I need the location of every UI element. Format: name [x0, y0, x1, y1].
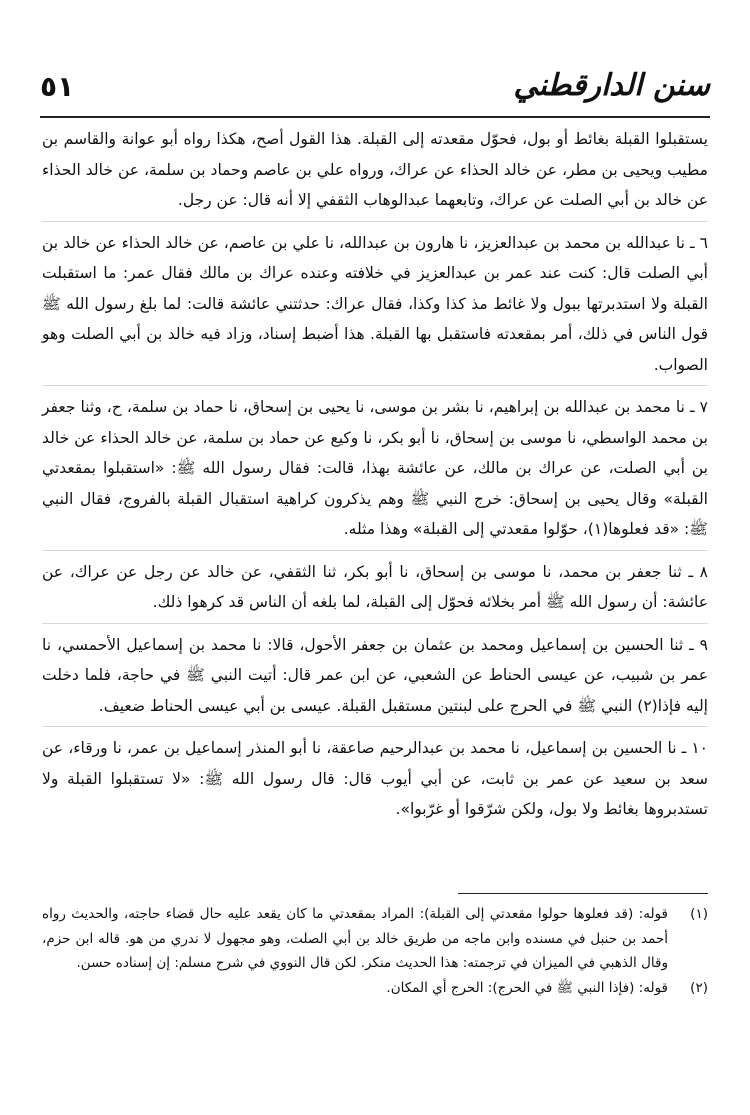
divider: [42, 623, 708, 624]
book-title: سنن الدارقطني: [513, 68, 710, 103]
footnotes: [42, 902, 708, 1000]
page-header: [40, 68, 710, 120]
footnote-text: قوله: (فإذا النبي ﷺ في الحرج): الحرج أي المكان.: [386, 979, 668, 996]
footnote-number: (٢): [690, 979, 708, 996]
divider: [42, 726, 708, 727]
header-rule: [40, 116, 710, 118]
footnote: [42, 902, 708, 976]
divider: [42, 550, 708, 551]
page-number: ٥١: [40, 70, 75, 103]
paragraph: يستقبلوا القبلة بغائط أو بول، فحوّل مقعدته إلى القبلة. هذا القول أصح، هكذا رواه أبو عوانة والقاسم بن مطيب ويحيى بن مطر، عن خالد الحذاء عن عراك، ورواه علي بن عاصم وحماد بن سلمة، عن خالد الحذاء عن خالد بن أبي الصلت عن عراك، وتابعهما عبدالوهاب الثقفي إلا أنه قال: عن رجل.: [42, 130, 708, 209]
divider: [42, 221, 708, 222]
hadith-8: ٨ ـ ثنا جعفر بن محمد، نا موسى بن إسحاق، نا أبو بكر، ثنا الثقفي، عن خالد عن رجل عن عراك، عن عائشة: أن رسول الله ﷺ أمر بخلائه فحوّل إلى القبلة، لما بلغه أن الناس قد كرهوا ذلك.: [42, 562, 708, 611]
hadith-10: ١٠ ـ نا الحسين بن إسماعيل، نا محمد بن عبدالرحيم صاعقة، نا أبو المنذر إسماعيل بن عمر، نا ورقاء، عن سعد بن سعيد عن عمر بن ثابت، عن أبي أيوب قال: قال رسول الله ﷺ: «لا تستقبلوا القبلة ولا تستدبروها بغائط ولا بول، ولكن شرّقوا أو غرّبوا».: [42, 739, 708, 818]
hadith-7: ٧ ـ نا محمد بن عبدالله بن إبراهيم، نا بشر بن موسى، نا يحيى بن إسحاق، نا حماد بن سلمة، ح، وثنا جعفر بن محمد الواسطي، نا موسى بن إسحاق، نا أبو بكر، نا وكيع عن حماد بن سلمة، عن خالد الحذاء عن خالد بن أبي الصلت، عن عراك بن مالك، عن عائشة بهذا، قالت: فقال رسول الله ﷺ: «استقبلوا بمقعدتي القبلة» وقال يحيى بن إسحاق: خرج النبي ﷺ وهم يذكرون كراهية استقبال القبلة بالفروج، فقال النبي ﷺ: «قد فعلوها(١)، حوّلوا مقعدتي إلى القبلة» وهذا مثله.: [42, 398, 708, 538]
footnote-number: (١): [690, 906, 708, 922]
hadith-6: ٦ ـ نا عبدالله بن محمد بن عبدالعزيز، نا هارون بن عبدالله، نا علي بن عاصم، عن خالد الحذاء عن خالد بن أبي الصلت قال: كنت عند عمر بن عبدالعزيز في خلافته وعنده عراك بن مالك فقال عمر: ما استقبلت القبلة ولا استدبرتها ببول ولا غائط مذ كذا وكذا، فقال عراك: حدثتني عائشة قالت: لما بلغ رسول الله ﷺ قول الناس في ذلك، أمر بمقعدته فاستقبل بها القبلة. هذا أضبط إسناد، وزاد فيه خالد بن أبي الصلت وهو الصواب.: [42, 233, 708, 374]
divider: [42, 385, 708, 386]
footnote: [42, 976, 708, 1001]
footnote-rule: [458, 893, 708, 894]
footnote-text: قوله: (قد فعلوها حولوا مقعدتي إلى القبلة): المراد بمقعدتي ما كان يقعد عليه حال قضاء حاجته، والحديث رواه أحمد بن حنبل في مسنده وابن ماجه من طريق خالد بن أبي الصلت، وهو مجهول لا ندري من هو. قاله ابن حزم، وقال الذهبي في الميزان في ترجمته: هذا الحديث منكر. لكن قال النووي في شرح مسلم: إن إسناده حسن.: [42, 906, 668, 971]
hadith-9: ٩ ـ ثنا الحسين بن إسماعيل ومحمد بن عثمان بن جعفر الأحول، قالا: نا محمد بن إسماعيل الأحمسي، نا عمر بن شبيب، عن عيسى الحناط عن الشعبي، عن ابن عمر قال: أتيت النبي ﷺ في حاجة، فلما دخلت إليه فإذا(٢) النبي ﷺ في الحرج على لبنتين مستقبل القبلة. عيسى بن أبي عيسى الحناط ضعيف.: [42, 635, 708, 715]
main-text: [42, 124, 708, 825]
